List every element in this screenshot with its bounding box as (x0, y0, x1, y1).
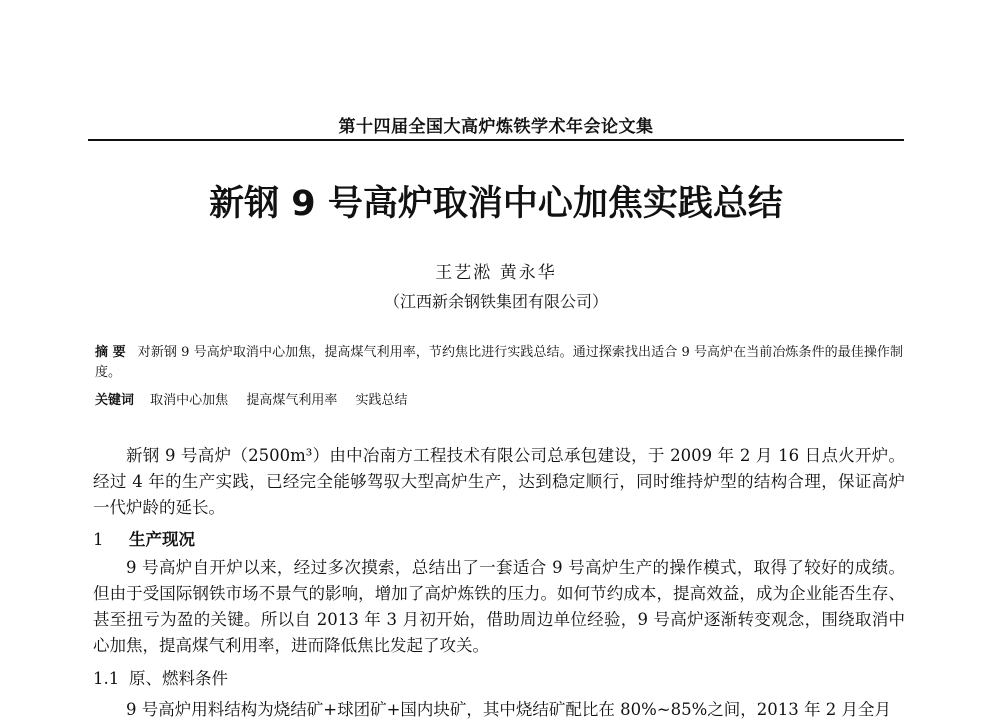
abstract-text: 对新钢 9 号高炉取消中心加焦，提高煤气利用率，节约焦比进行实践总结。通过探索找出适合 9 号高炉在当前冶炼条件的最佳操作制度。 (95, 345, 904, 380)
abstract (95, 343, 903, 383)
header-rule (88, 139, 904, 141)
authors: 王艺淞 黄永华 (435, 263, 557, 283)
keywords (95, 391, 903, 411)
running-header: 第十四届全国大高炉炼铁学术年会论文集 (338, 117, 654, 137)
section-title: 生产现况 (129, 530, 195, 549)
keyword-item: 实践总结 (355, 393, 408, 408)
subsection-number: 1.1 (93, 669, 120, 688)
abstract-label: 摘 要 (95, 345, 126, 360)
keyword-item: 提高煤气利用率 (246, 393, 338, 408)
affiliation: （江西新余钢铁集团有限公司） (383, 292, 608, 311)
section-heading (93, 527, 195, 553)
section-number: 1 (93, 530, 104, 549)
keyword-item: 取消中心加焦 (150, 393, 229, 408)
subsection-paragraph: 9 号高炉用料结构为烧结矿+球团矿+国内块矿，其中烧结矿配比在 80%~85%之间，2013 年 2 月全月 (126, 700, 892, 719)
keywords-label: 关键词 (95, 393, 135, 408)
subsection-heading (93, 666, 228, 692)
intro-paragraph: 新钢 9 号高炉（2500m³）由中冶南方工程技术有限公司总承包建设，于 2009 年 2 月 16 日点火开炉。经过 4 年的生产实践，已经完全能够驾驭大型高炉生产，达到稳定顺行，同时维持炉型的结构合理，保证高炉一代炉龄的延长。 (93, 446, 905, 517)
paper-title: 新钢 9 号高炉取消中心加焦实践总结 (209, 184, 783, 224)
section-paragraph: 9 号高炉自开炉以来，经过多次摸索，总结出了一套适合 9 号高炉生产的操作模式，取得了较好的成绩。但由于受国际钢铁市场不景气的影响，增加了高炉炼铁的压力。如何节约成本，提高效益，成为企业能否生存、甚至扭亏为盈的关键。所以自 2013 年 3 月初开始，借助周边单位经验，9 号高炉逐渐转变观念，围绕取消中心加焦，提高煤气利用率，进而降低焦比发起了攻关。 (93, 558, 905, 655)
subsection-title: 原、燃料条件 (129, 669, 228, 688)
